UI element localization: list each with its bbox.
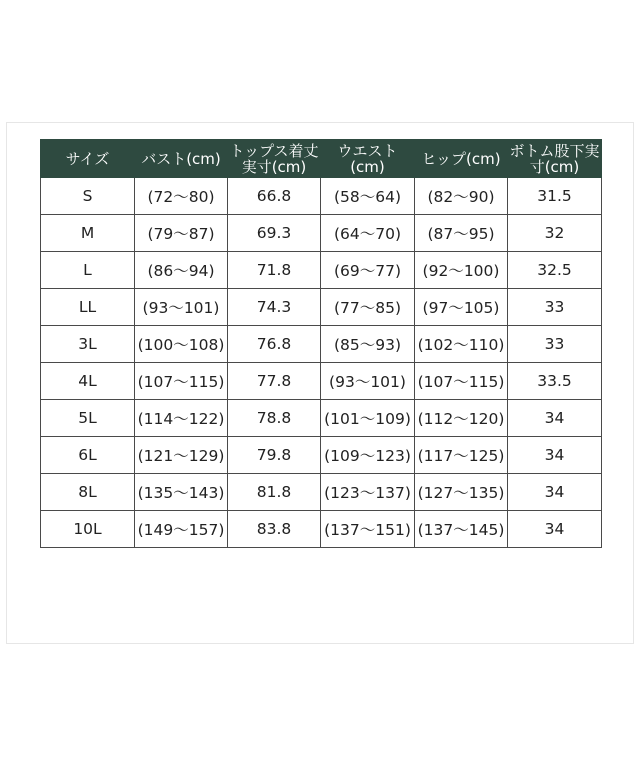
cell-hip: (112～120) (415, 400, 508, 437)
cell-hip: (102～110) (415, 326, 508, 363)
cell-bust: (79～87) (135, 215, 228, 252)
cell-hip: (97～105) (415, 289, 508, 326)
cell-size: L (41, 252, 135, 289)
cell-tops-length: 79.8 (228, 437, 321, 474)
cell-hip: (92～100) (415, 252, 508, 289)
cell-size: LL (41, 289, 135, 326)
cell-size: 8L (41, 474, 135, 511)
cell-tops-length: 71.8 (228, 252, 321, 289)
cell-tops-length: 83.8 (228, 511, 321, 548)
cell-hip: (87～95) (415, 215, 508, 252)
cell-size: S (41, 178, 135, 215)
header-waist: ウエスト(cm) (321, 140, 415, 178)
cell-waist: (69～77) (321, 252, 415, 289)
cell-tops-length: 66.8 (228, 178, 321, 215)
table-row (41, 289, 602, 326)
header-tops-length: トップス着丈実寸(cm) (228, 140, 321, 178)
cell-bust: (135～143) (135, 474, 228, 511)
table-row (41, 437, 602, 474)
size-chart-body (41, 178, 602, 548)
cell-bust: (86～94) (135, 252, 228, 289)
cell-size: M (41, 215, 135, 252)
cell-bust: (107～115) (135, 363, 228, 400)
cell-waist: (64～70) (321, 215, 415, 252)
cell-waist: (137～151) (321, 511, 415, 548)
cell-hip: (82～90) (415, 178, 508, 215)
cell-bottom-inseam: 32 (508, 215, 602, 252)
cell-size: 4L (41, 363, 135, 400)
cell-size: 6L (41, 437, 135, 474)
table-row (41, 252, 602, 289)
cell-bottom-inseam: 33 (508, 289, 602, 326)
cell-waist: (77～85) (321, 289, 415, 326)
cell-size: 3L (41, 326, 135, 363)
cell-hip: (127～135) (415, 474, 508, 511)
cell-bottom-inseam: 34 (508, 474, 602, 511)
cell-waist: (85～93) (321, 326, 415, 363)
cell-bottom-inseam: 32.5 (508, 252, 602, 289)
table-row (41, 215, 602, 252)
cell-waist: (58～64) (321, 178, 415, 215)
cell-hip: (117～125) (415, 437, 508, 474)
cell-tops-length: 69.3 (228, 215, 321, 252)
size-chart-header (41, 140, 602, 178)
cell-bottom-inseam: 31.5 (508, 178, 602, 215)
cell-tops-length: 76.8 (228, 326, 321, 363)
table-row (41, 511, 602, 548)
cell-tops-length: 74.3 (228, 289, 321, 326)
cell-waist: (93～101) (321, 363, 415, 400)
cell-bust: (93～101) (135, 289, 228, 326)
cell-bottom-inseam: 34 (508, 511, 602, 548)
table-row (41, 326, 602, 363)
cell-waist: (109～123) (321, 437, 415, 474)
cell-bottom-inseam: 33.5 (508, 363, 602, 400)
cell-size: 5L (41, 400, 135, 437)
cell-hip: (137～145) (415, 511, 508, 548)
header-size: サイズ (41, 140, 135, 178)
header-hip: ヒップ(cm) (415, 140, 508, 178)
cell-size: 10L (41, 511, 135, 548)
cell-waist: (123～137) (321, 474, 415, 511)
cell-bust: (121～129) (135, 437, 228, 474)
table-row (41, 474, 602, 511)
size-chart-table (40, 139, 602, 548)
table-row (41, 178, 602, 215)
cell-waist: (101～109) (321, 400, 415, 437)
cell-bottom-inseam: 34 (508, 400, 602, 437)
cell-bust: (149～157) (135, 511, 228, 548)
cell-bust: (100～108) (135, 326, 228, 363)
table-row (41, 363, 602, 400)
header-bottom-inseam: ボトム股下実寸(cm) (509, 141, 600, 176)
cell-bust: (114～122) (135, 400, 228, 437)
cell-bottom-inseam: 33 (508, 326, 602, 363)
header-bust: バスト(cm) (135, 140, 228, 178)
cell-bottom-inseam: 34 (508, 437, 602, 474)
cell-hip: (107～115) (415, 363, 508, 400)
cell-tops-length: 81.8 (228, 474, 321, 511)
header-row (41, 140, 602, 178)
cell-tops-length: 77.8 (228, 363, 321, 400)
cell-bust: (72～80) (135, 178, 228, 215)
table-row (41, 400, 602, 437)
cell-tops-length: 78.8 (228, 400, 321, 437)
